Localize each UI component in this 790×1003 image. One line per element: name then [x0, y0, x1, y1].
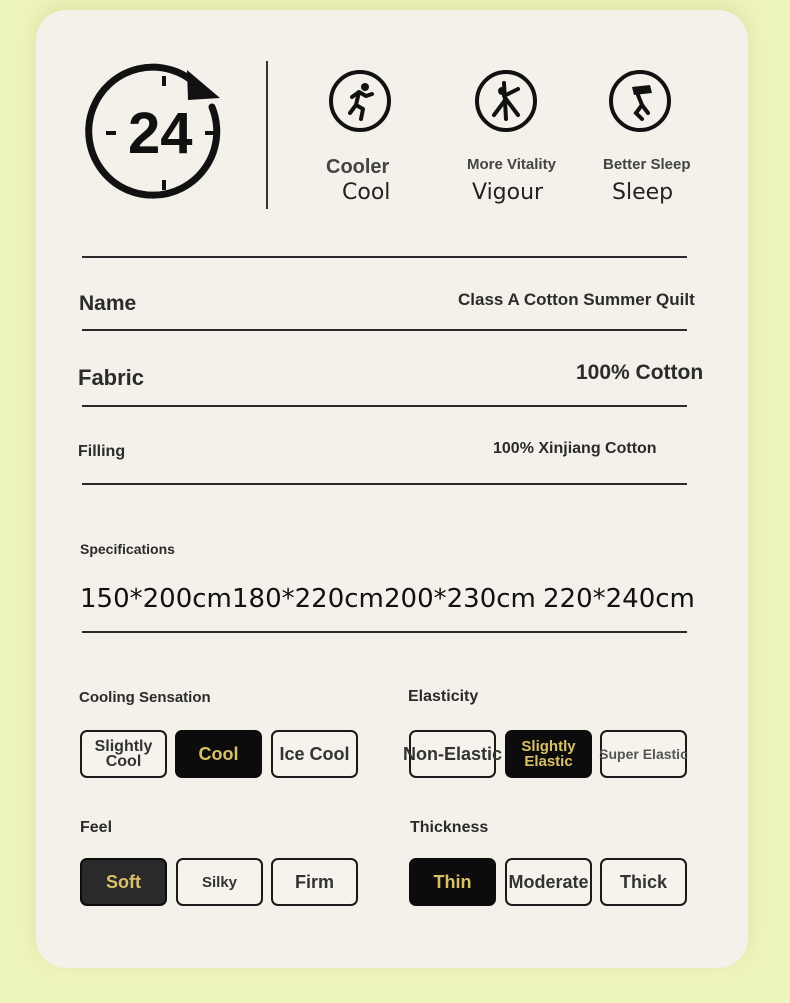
option-label: Non-Elastic — [402, 743, 503, 764]
feel-label: Feel — [80, 819, 113, 836]
cooling-option[interactable] — [271, 730, 358, 778]
elasticity-option[interactable] — [600, 730, 687, 778]
cooling-option[interactable] — [80, 730, 167, 778]
option-label: Silky — [201, 873, 238, 891]
option-label: Ice Cool — [279, 743, 350, 764]
feel-option[interactable] — [176, 858, 263, 906]
elasticity-label: Elasticity — [408, 688, 479, 705]
option-label: Cool — [198, 743, 239, 764]
thickness-option[interactable] — [600, 858, 687, 906]
size-option[interactable]: 220*240cm — [543, 584, 695, 614]
option-label: Soft — [106, 871, 141, 892]
thickness-option-selected[interactable] — [409, 858, 496, 906]
fabric-value: 100% Cotton — [576, 361, 704, 384]
fabric-label: Fabric — [78, 365, 145, 390]
thickness-label: Thickness — [410, 819, 489, 836]
row-divider — [82, 405, 687, 407]
feature-title: Cooler — [326, 156, 390, 178]
feature-subtitle: Cool — [342, 180, 391, 205]
feel-option-selected[interactable] — [80, 858, 167, 906]
option-label: Thick — [619, 871, 667, 892]
feature-subtitle: Sleep — [612, 180, 674, 205]
option-label: Slightly Elastic — [521, 738, 576, 770]
row-divider — [82, 329, 687, 331]
feature-subtitle: Vigour — [472, 180, 544, 205]
clock-number: 24 — [128, 101, 193, 166]
option-label: Firm — [294, 871, 334, 892]
size-option[interactable]: 180*220cm — [232, 584, 384, 614]
size-option[interactable]: 150*200cm — [80, 584, 232, 614]
feel-option[interactable] — [271, 858, 358, 906]
cooling-sensation-label: Cooling Sensation — [79, 689, 211, 706]
option-label: Thin — [433, 871, 472, 892]
name-label: Name — [79, 292, 137, 315]
feature-title: More Vitality — [467, 156, 556, 173]
option-label: Super Elastic — [599, 745, 688, 762]
elasticity-option-selected[interactable] — [505, 730, 592, 778]
row-divider — [82, 631, 687, 633]
sleeping-person-icon — [608, 69, 672, 133]
elasticity-option[interactable] — [402, 730, 503, 778]
filling-label: Filling — [78, 443, 126, 460]
running-person-icon — [328, 69, 392, 133]
yoga-pose-icon — [474, 69, 538, 133]
option-label: Moderate — [508, 871, 589, 892]
specifications-label: Specifications — [80, 541, 175, 557]
cooling-option-selected[interactable] — [175, 730, 262, 778]
name-value: Class A Cotton Summer Quilt — [458, 290, 695, 309]
feature-title: Better Sleep — [603, 156, 691, 173]
size-option[interactable]: 200*230cm — [384, 584, 536, 614]
row-divider — [82, 483, 687, 485]
header-divider — [266, 61, 268, 209]
thickness-option[interactable] — [505, 858, 592, 906]
row-divider — [82, 256, 687, 258]
filling-value: 100% Xinjiang Cotton — [493, 440, 657, 457]
option-label: Slightly Cool — [94, 738, 153, 770]
